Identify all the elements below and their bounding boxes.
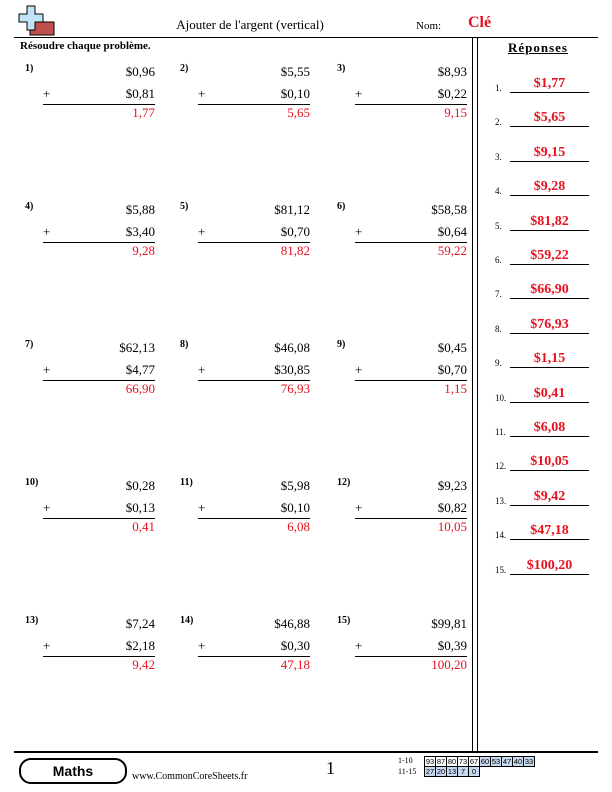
answer-row	[495, 108, 599, 128]
answer-value: $66,90	[510, 282, 589, 299]
stats-cell: 7	[458, 767, 469, 777]
problem	[337, 63, 467, 123]
addend-top: $81,12	[274, 202, 310, 217]
problem	[25, 201, 155, 261]
stats-cell: 60	[480, 757, 490, 766]
answer-number: 13.	[495, 495, 507, 506]
answer-value: $0,41	[510, 386, 589, 403]
plus-sign: +	[198, 500, 206, 515]
website-link[interactable]: www.CommonCoreSheets.fr	[132, 771, 248, 782]
problem	[25, 615, 155, 675]
problem-number: 9)	[337, 339, 346, 350]
addend-top: $46,88	[274, 616, 310, 631]
addend-top: $5,88	[125, 202, 155, 217]
stats-cell: 27	[425, 767, 435, 776]
answer-number: 1.	[495, 83, 502, 93]
problem-result: 6,08	[287, 519, 310, 534]
plus-sign: +	[355, 362, 363, 377]
stats-cell: 67	[469, 757, 479, 766]
addend-top: $62,13	[119, 340, 155, 355]
answer-value: $9,15	[510, 145, 589, 162]
plus-sign: +	[43, 500, 51, 515]
addend-top: $5,55	[280, 64, 310, 79]
stats-cell: 13	[447, 767, 457, 776]
answer-number: 7.	[495, 289, 502, 300]
addend-bottom: $0,13	[125, 500, 155, 515]
answer-row	[495, 74, 599, 94]
addend-top: $0,96	[125, 64, 155, 79]
answer-row	[495, 143, 599, 163]
answer-row	[495, 384, 599, 404]
logo-plus-icon	[18, 5, 56, 37]
plus-sign: +	[43, 362, 51, 377]
answer-number: 3.	[495, 151, 502, 162]
addend-top: $5,98	[280, 478, 310, 493]
answer-number: 8.	[495, 323, 502, 334]
addend-top: $7,24	[125, 616, 155, 631]
problem-number: 1)	[25, 63, 34, 74]
problem-result: 9,28	[132, 243, 155, 258]
answer-value: $100,20	[510, 558, 589, 575]
addend-bottom: $30,85	[274, 362, 310, 377]
answer-number: 15.	[495, 564, 507, 575]
problem-result: 5,65	[287, 105, 310, 120]
answer-value: $81,82	[510, 214, 589, 231]
answer-column-divider	[472, 38, 473, 751]
problem-result: 1,15	[444, 381, 467, 396]
answer-value: $47,18	[510, 523, 589, 540]
stats-cell: 87	[436, 757, 446, 766]
answer-row	[495, 418, 599, 438]
answer-row	[495, 246, 599, 266]
stats-table	[424, 756, 535, 777]
worksheet-title: Ajouter de l'argent (vertical)	[176, 17, 324, 32]
addend-bottom: $0,82	[437, 500, 467, 515]
stats-cell: 33	[524, 757, 534, 766]
problem-number: 14)	[180, 615, 194, 626]
answer-number: 9.	[495, 358, 502, 369]
addend-top: $46,08	[274, 340, 310, 355]
stats-row1-label: 1-10	[398, 756, 413, 765]
addend-top: $0,45	[437, 340, 467, 355]
addend-bottom: $0,81	[125, 86, 155, 101]
plus-sign: +	[43, 224, 51, 239]
problem-number: 13)	[25, 615, 39, 626]
answer-value: $9,28	[510, 179, 589, 196]
problem-number: 11)	[180, 477, 193, 488]
plus-sign: +	[198, 638, 206, 653]
addend-top: $8,93	[437, 64, 467, 79]
answer-number: 2.	[495, 117, 502, 128]
answer-row	[495, 556, 599, 576]
header-divider	[14, 37, 598, 38]
problem-result: 100,20	[431, 657, 467, 672]
plus-sign: +	[43, 638, 51, 653]
answer-row	[495, 280, 599, 300]
problem-result: 9,42	[132, 657, 155, 672]
answer-number: 12.	[495, 461, 507, 472]
addend-top: $9,23	[437, 478, 467, 493]
answer-row	[495, 521, 599, 541]
problem-result: 76,93	[280, 381, 310, 396]
problem	[180, 339, 310, 399]
addend-bottom: $0,64	[437, 224, 467, 239]
plus-sign: +	[355, 224, 363, 239]
plus-sign: +	[355, 500, 363, 515]
problem-result: 1,77	[132, 105, 155, 120]
answer-number: 11.	[495, 427, 506, 437]
problem	[25, 63, 155, 123]
problem-result: 10,05	[437, 519, 467, 534]
stats-cell: 80	[447, 757, 457, 766]
problem-result: 59,22	[437, 243, 467, 258]
stats-cell: 93	[425, 757, 435, 766]
addend-bottom: $4,77	[125, 362, 155, 377]
stats-cell: 0	[469, 767, 480, 777]
problem-number: 15)	[337, 615, 351, 626]
plus-sign: +	[198, 362, 206, 377]
answer-number: 4.	[495, 186, 502, 197]
problem	[180, 615, 310, 675]
problem	[25, 477, 155, 537]
addend-bottom: $2,18	[125, 638, 155, 653]
problem-number: 10)	[25, 477, 39, 488]
addend-top: $0,28	[125, 478, 155, 493]
stats-cell: 53	[491, 757, 501, 766]
problem	[337, 615, 467, 675]
problem-result: 9,15	[444, 105, 467, 120]
footer-divider	[14, 751, 598, 753]
problem	[337, 339, 467, 399]
answer-column-divider	[477, 38, 478, 751]
problem-number: 3)	[337, 63, 346, 74]
problem-number: 12)	[337, 477, 351, 488]
problem-result: 0,41	[132, 519, 155, 534]
problem	[337, 201, 467, 261]
problem	[337, 477, 467, 537]
problem-number: 4)	[25, 201, 34, 212]
addend-bottom: $0,39	[437, 638, 467, 653]
problem-number: 2)	[180, 63, 189, 74]
name-value: Clé	[468, 14, 492, 31]
addend-bottom: $0,10	[280, 500, 310, 515]
answer-row	[495, 349, 599, 369]
stats-cell: 47	[502, 757, 512, 766]
problem	[180, 477, 310, 537]
answer-row	[495, 452, 599, 472]
problem	[180, 63, 310, 123]
answer-value: $10,05	[510, 454, 589, 471]
addend-bottom: $0,70	[437, 362, 467, 377]
stats-cell: 40	[513, 757, 523, 766]
answer-number: 10.	[495, 392, 507, 403]
plus-sign: +	[43, 86, 51, 101]
answers-title: Réponses	[507, 40, 568, 55]
answer-number: 5.	[495, 220, 502, 231]
answer-value: $6,08	[510, 420, 589, 437]
addend-top: $58,58	[431, 202, 467, 217]
problem-result: 66,90	[125, 381, 155, 396]
problem-number: 8)	[180, 339, 189, 350]
addend-bottom: $0,70	[280, 224, 310, 239]
answer-row	[495, 212, 599, 232]
addend-bottom: $3,40	[125, 224, 155, 239]
page-number: 1	[326, 758, 335, 778]
problem	[180, 201, 310, 261]
answer-number: 14.	[495, 530, 507, 541]
maths-badge: Maths	[19, 758, 127, 784]
plus-sign: +	[355, 86, 363, 101]
addend-top: $99,81	[431, 616, 467, 631]
stats-cell: 20	[436, 767, 446, 776]
addend-bottom: $0,10	[280, 86, 310, 101]
answer-value: $1,15	[510, 351, 589, 368]
addend-bottom: $0,30	[280, 638, 310, 653]
answer-number: 6.	[495, 255, 502, 265]
answer-value: $76,93	[510, 317, 589, 334]
answer-value: $59,22	[510, 248, 589, 265]
stats-row2-label: 11-15	[398, 767, 417, 776]
problem-number: 5)	[180, 201, 189, 212]
answer-value: $5,65	[510, 110, 589, 127]
plus-sign: +	[198, 86, 206, 101]
plus-sign: +	[198, 224, 206, 239]
problem-number: 7)	[25, 339, 34, 350]
problem	[25, 339, 155, 399]
addend-bottom: $0,22	[437, 86, 467, 101]
answer-row	[495, 315, 599, 335]
problem-result: 81,82	[280, 243, 310, 258]
answer-row	[495, 177, 599, 197]
answer-value: $9,42	[510, 489, 589, 506]
plus-sign: +	[355, 638, 363, 653]
problem-number: 6)	[337, 201, 346, 212]
stats-cell: 73	[458, 757, 468, 766]
problem-result: 47,18	[280, 657, 310, 672]
answer-value: $1,77	[510, 76, 589, 93]
name-label: Nom:	[416, 20, 442, 32]
answer-row	[495, 487, 599, 507]
instructions: Résoudre chaque problème.	[20, 40, 151, 52]
